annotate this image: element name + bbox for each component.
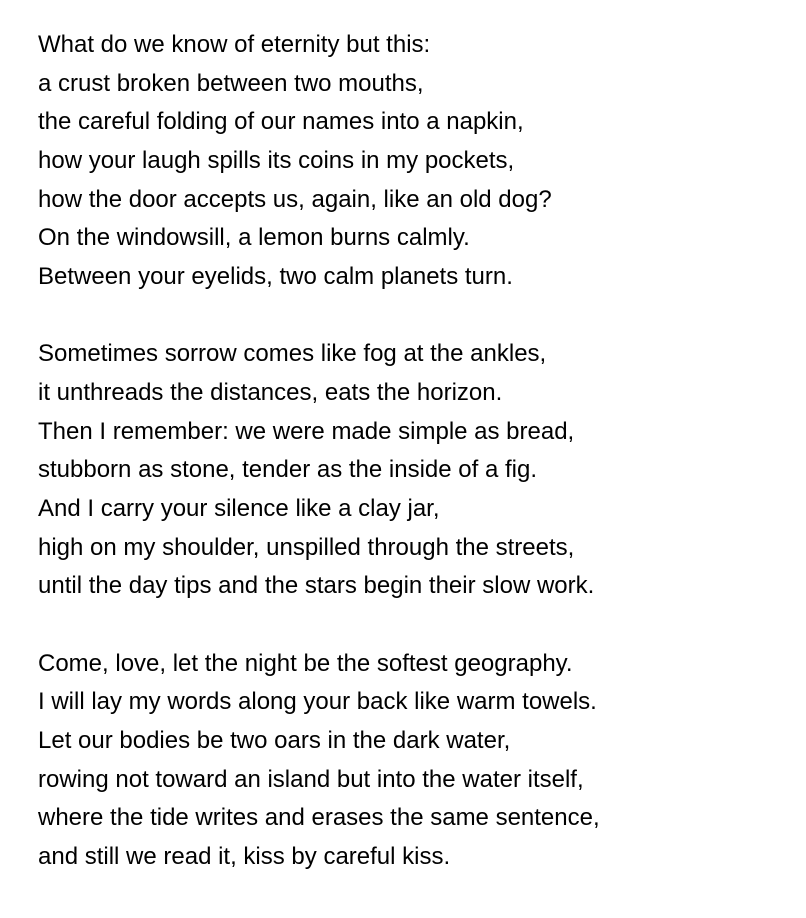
poem-line: Let our bodies be two oars in the dark water, (38, 727, 511, 755)
poem-line: Between your eyelids, two calm planets turn. (38, 263, 513, 291)
poem-line: Come, love, let the night be the softest geography. (38, 649, 573, 677)
poem-line: stubborn as stone, tender as the inside of a fig. (38, 456, 537, 484)
poem-line: Sometimes sorrow comes like fog at the ankles, (38, 340, 547, 368)
stanza-1 (38, 26, 600, 297)
stanza-2 (38, 335, 600, 606)
poem-line: how the door accepts us, again, like an old dog? (38, 185, 552, 213)
poem-line: a crust broken between two mouths, (38, 69, 424, 97)
poem-line: the careful folding of our names into a napkin, (38, 108, 524, 136)
stanza-3 (38, 645, 600, 877)
poem-line: And I carry your silence like a clay jar, (38, 495, 440, 523)
poem-line: What do we know of eternity but this: (38, 31, 431, 58)
poem-line: Then I remember: we were made simple as bread, (38, 417, 575, 445)
poem-line: rowing not toward an island but into the water itself, (38, 765, 584, 793)
poem (38, 26, 600, 915)
poem-line: where the tide writes and erases the same sentence, (38, 804, 600, 832)
poem-line: it unthreads the distances, eats the horizon. (38, 379, 503, 407)
poem-line: I will lay my words along your back like warm towels. (38, 688, 597, 716)
poem-line: until the day tips and the stars begin their slow work. (38, 572, 595, 600)
poem-line: and still we read it, kiss by careful kiss. (38, 843, 451, 871)
poem-line: On the windowsill, a lemon burns calmly. (38, 224, 470, 252)
poem-line: how your laugh spills its coins in my pockets, (38, 147, 515, 175)
poem-line: high on my shoulder, unspilled through the streets, (38, 533, 575, 561)
